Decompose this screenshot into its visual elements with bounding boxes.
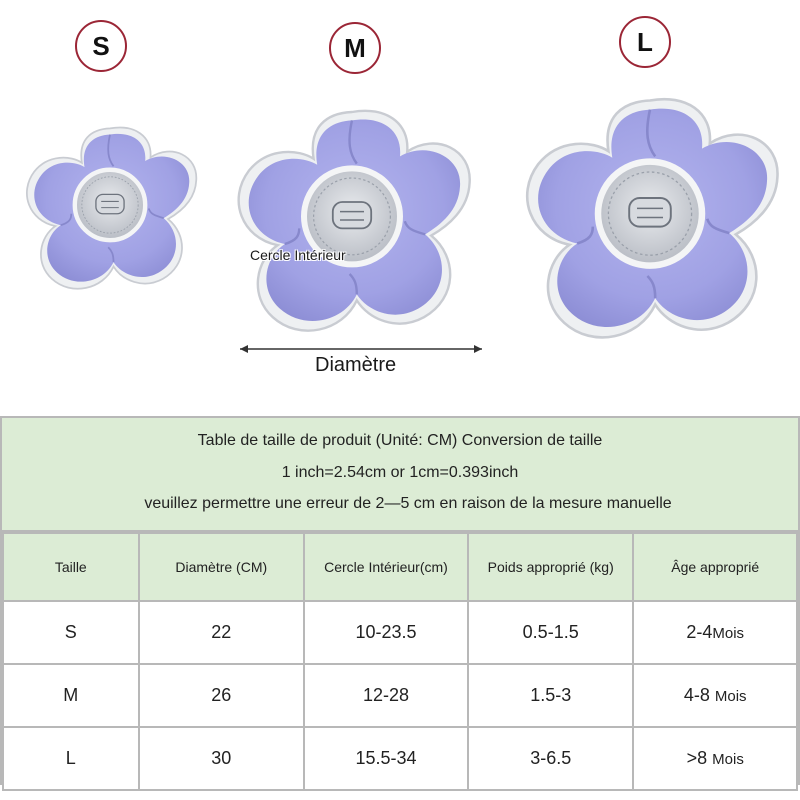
cell-age [633,601,797,664]
collar-medium [239,111,470,331]
table-row [3,727,797,790]
age-unit: Mois [712,751,744,768]
age-unit: Mois [714,688,747,705]
cell-age [633,727,797,790]
cell-age [633,664,797,727]
age-range: 4-8 [683,685,710,705]
col-size: Taille [3,533,139,601]
cell-diameter: 26 [139,664,304,727]
col-age: Âge approprié [633,533,797,601]
cell-size: L [3,727,139,790]
cell-size: M [3,664,139,727]
age-range: >8 [686,748,708,768]
cell-inner: 10-23.5 [304,601,468,664]
cell-weight: 3-6.5 [468,727,633,790]
age-range: 2-4 [686,622,713,642]
cell-inner: 12-28 [304,664,468,727]
error-note: veuillez permettre une erreur de 2—5 cm en raison de la mesure manuelle [144,495,672,512]
inner-circle-label: Cercle Intérieur [250,247,346,263]
size-table [0,416,800,785]
col-inner-circle: Cercle Intérieur(cm) [304,533,468,601]
diameter-label: Diamètre [315,354,397,376]
size-badge-l-label: L [637,26,653,57]
col-weight: Poids approprié (kg) [468,533,633,601]
cell-inner: 15.5-34 [304,727,468,790]
table-row [3,664,797,727]
table-row [3,601,797,664]
conversion-note: 1 inch=2.54cm or 1cm=0.393inch [281,464,519,481]
collar-large [527,99,777,337]
table-header [2,418,798,532]
cell-diameter: 22 [139,601,304,664]
table-title: Table de taille de produit (Unité: CM) Conversion de taille [197,432,603,449]
age-unit: Mois [712,625,745,642]
size-badge-m-label: M [344,32,366,63]
cell-diameter: 30 [139,727,304,790]
size-grid [2,532,798,791]
column-header-row [3,533,797,601]
cell-weight: 0.5-1.5 [468,601,633,664]
collar-small [27,128,196,289]
col-diameter: Diamètre (CM) [139,533,304,601]
cell-weight: 1.5-3 [468,664,633,727]
size-badge-s-label: S [92,30,110,61]
cell-size: S [3,601,139,664]
